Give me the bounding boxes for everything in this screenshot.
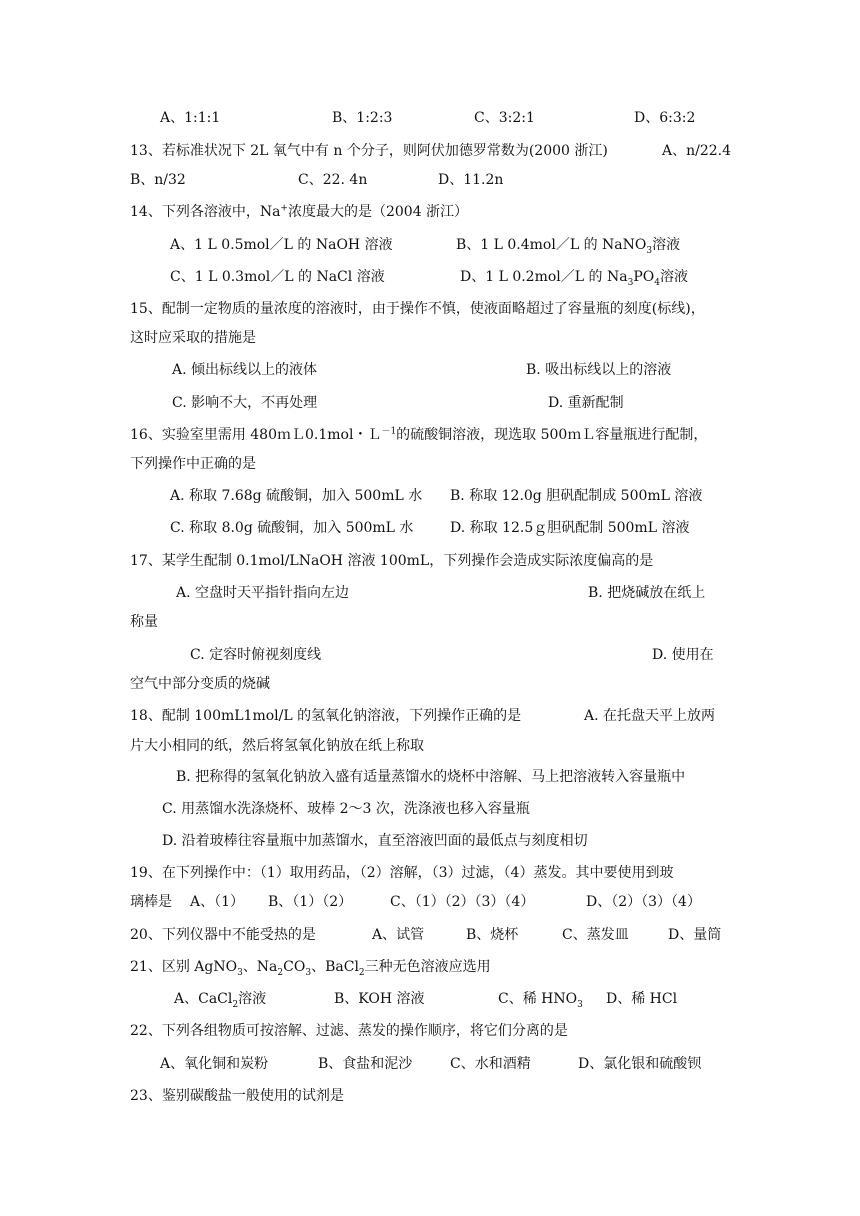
q16-option-a: A. 称取 7.68g 硫酸铜，加入 500mL 水 (170, 488, 423, 504)
q20-option-b: B、烧杯 (466, 927, 519, 943)
q19-option-b: B、（1）（2） (268, 894, 353, 910)
q16-option-c: C. 称取 8.0g 硫酸铜，加入 500mL 水 (170, 520, 414, 536)
q19-option-c: C、（1）（2）（3）（4） (390, 894, 535, 910)
q14-d-sub: 3 (627, 277, 634, 288)
q22-option-d: D、氯化银和硫酸钡 (578, 1056, 702, 1072)
q14-b-text-2: 溶液 (652, 237, 681, 253)
q12-option-a: A、1:1:1 (160, 110, 221, 126)
q23-stem: 23、鉴别碳酸盐一般使用的试剂是 (130, 1088, 344, 1104)
q14-stem (130, 202, 468, 222)
q18-option-a: A. 在托盘天平上放两 (584, 708, 716, 724)
q21-sub: 3 (237, 967, 243, 978)
q22-option-b: B、食盐和泥沙 (318, 1056, 413, 1072)
q19-option-d: D、（2）（3）（4） (586, 894, 701, 910)
q20-option-d: D、量筒 (668, 927, 722, 943)
q18-option-b: B. 把称得的氢氧化钠放入盛有适量蒸馏水的烧杯中溶解、马上把溶液转入容量瓶中 (176, 769, 686, 785)
q21-sub-2: 2 (277, 967, 284, 978)
q14-b-text: B、1 L 0.4mol／L 的 NaNO (456, 237, 647, 253)
q16-stem-text-2: 的硫酸铜溶液，现选取 500ｍＬ容量瓶进行配制， (396, 427, 708, 443)
q21-c-sub: 3 (577, 999, 583, 1010)
q20-stem: 20、下列仪器中不能受热的是 (130, 927, 316, 943)
q13-option-a: A、n/22.4 (662, 143, 732, 159)
q13-option-c: C、22. 4n (298, 172, 368, 188)
q17-option-a: A. 空盘时天平指针指向左边 (176, 585, 350, 601)
q19-option-a: A、（1） (190, 894, 245, 910)
q21-a-text-2: 溶液 (238, 991, 267, 1007)
q16-stem-text: 16、实验室里需用 480ｍＬ0.1mol・Ｌ (130, 427, 382, 443)
q21-option-c (498, 989, 583, 1009)
q21-a-sub: 2 (232, 999, 239, 1010)
q12-option-d: D、6:3:2 (634, 110, 696, 126)
q21-option-a (174, 989, 266, 1009)
q21-option-d: D、稀 HCl (606, 991, 678, 1007)
q15-stem-line2: 这时应采取的措施是 (130, 330, 256, 346)
q21-stem-text-3: CO (283, 959, 306, 975)
q18-option-c: C. 用蒸馏水洗涤烧杯、玻棒 2～3 次，洗涤液也移入容量瓶 (162, 801, 530, 817)
q21-a-text: A、CaCl (174, 991, 233, 1007)
q21-option-b: B、KOH 溶液 (334, 991, 425, 1007)
q14-d-sub-2: 4 (654, 277, 660, 288)
q12-option-c: C、3:2:1 (474, 110, 535, 126)
q21-stem-text-5: 三种无色溶液应选用 (364, 959, 491, 975)
q13-stem: 13、若标准状况下 2L 氧气中有 n 个分子，则阿伏加德罗常数为(2000 浙江) (130, 143, 608, 159)
q19-line2-prefix: 璃棒是 (130, 894, 172, 910)
q21-c-text: C、稀 HNO (498, 991, 578, 1007)
q21-stem (130, 957, 491, 977)
q19-stem: 19、在下列操作中：（1）取用药品，（2）溶解，（3）过滤，（4）蒸发。其中要使用到玻 (130, 865, 674, 881)
q18-option-a-cont: 片大小相同的纸，然后将氢氧化钠放在纸上称取 (130, 738, 424, 754)
q14-d-text-2: PO (633, 269, 655, 285)
q17-option-c: C. 定容时俯视刻度线 (190, 647, 322, 663)
q15-option-a: A. 倾出标线以上的液体 (172, 362, 318, 378)
q14-stem-text: 14、下列各溶液中，Na (130, 204, 281, 220)
q14-stem-sup: + (280, 203, 288, 214)
q20-option-a: A、试管 (372, 927, 425, 943)
q18-stem: 18、配制 100mL1mol/L 的氢氧化钠溶液，下列操作正确的是 (130, 708, 522, 724)
q16-stem-sup: －1 (381, 426, 397, 437)
q14-option-b (456, 235, 680, 255)
q13-option-d: D、11.2n (438, 172, 504, 188)
q22-stem: 22、下列各组物质可按溶解、过滤、蒸发的操作顺序，将它们分离的是 (130, 1023, 568, 1039)
q14-option-d (460, 267, 688, 287)
q14-b-sub: 3 (646, 245, 653, 256)
q14-stem-text-2: 浓度最大的是（2004 浙江） (287, 204, 469, 220)
q21-stem-text-4: 、BaCl (311, 959, 359, 975)
q22-option-c: C、水和酒精 (450, 1056, 531, 1072)
q17-option-b: B. 把烧碱放在纸上 (588, 585, 706, 601)
q17-option-d-cont: 空气中部分变质的烧碱 (130, 676, 270, 692)
q21-stem-text: 21、区别 AgNO (130, 959, 238, 975)
q15-option-c: C. 影响不大，不再处理 (172, 395, 318, 411)
q14-d-text: D、1 L 0.2mol／L 的 Na (460, 269, 628, 285)
q17-option-d: D. 使用在 (652, 647, 714, 663)
q16-option-d: D. 称取 12.5ｇ胆矾配制 500mL 溶液 (450, 520, 690, 536)
q17-stem: 17、某学生配制 0.1mol/LNaOH 溶液 100mL，下列操作会造成实际浓度偏高的是 (130, 553, 654, 569)
q17-option-b-cont: 称量 (130, 614, 158, 630)
q20-option-c: C、蒸发皿 (562, 927, 629, 943)
q15-option-b: B. 吸出标线以上的溶液 (526, 362, 672, 378)
q22-option-a: A、氧化铜和炭粉 (160, 1056, 269, 1072)
q18-option-d: D. 沿着玻棒往容量瓶中加蒸馏水，直至溶液凹面的最低点与刻度相切 (162, 833, 588, 849)
q16-stem-line1 (130, 425, 707, 445)
q13-option-b: B、n/32 (130, 172, 186, 188)
q21-sub-3: 3 (305, 967, 312, 978)
q16-option-b: B. 称取 12.0g 胆矾配制成 500mL 溶液 (450, 488, 703, 504)
q15-stem-line1: 15、配制一定物质的量浓度的溶液时，由于操作不慎，使液面略超过了容量瓶的刻度(标线)， (130, 301, 705, 317)
q12-option-b: B、1:2:3 (332, 110, 393, 126)
q14-option-a: A、1 L 0.5mol／L 的 NaOH 溶液 (170, 237, 393, 253)
q21-sub-4: 2 (358, 967, 365, 978)
q15-option-d: D. 重新配制 (548, 395, 624, 411)
q14-d-text-3: 溶液 (659, 269, 688, 285)
q14-option-c: C、1 L 0.3mol／L 的 NaCl 溶液 (170, 269, 385, 285)
q21-stem-text-2: 、Na (242, 959, 278, 975)
q16-stem-line2: 下列操作中正确的是 (130, 456, 256, 472)
